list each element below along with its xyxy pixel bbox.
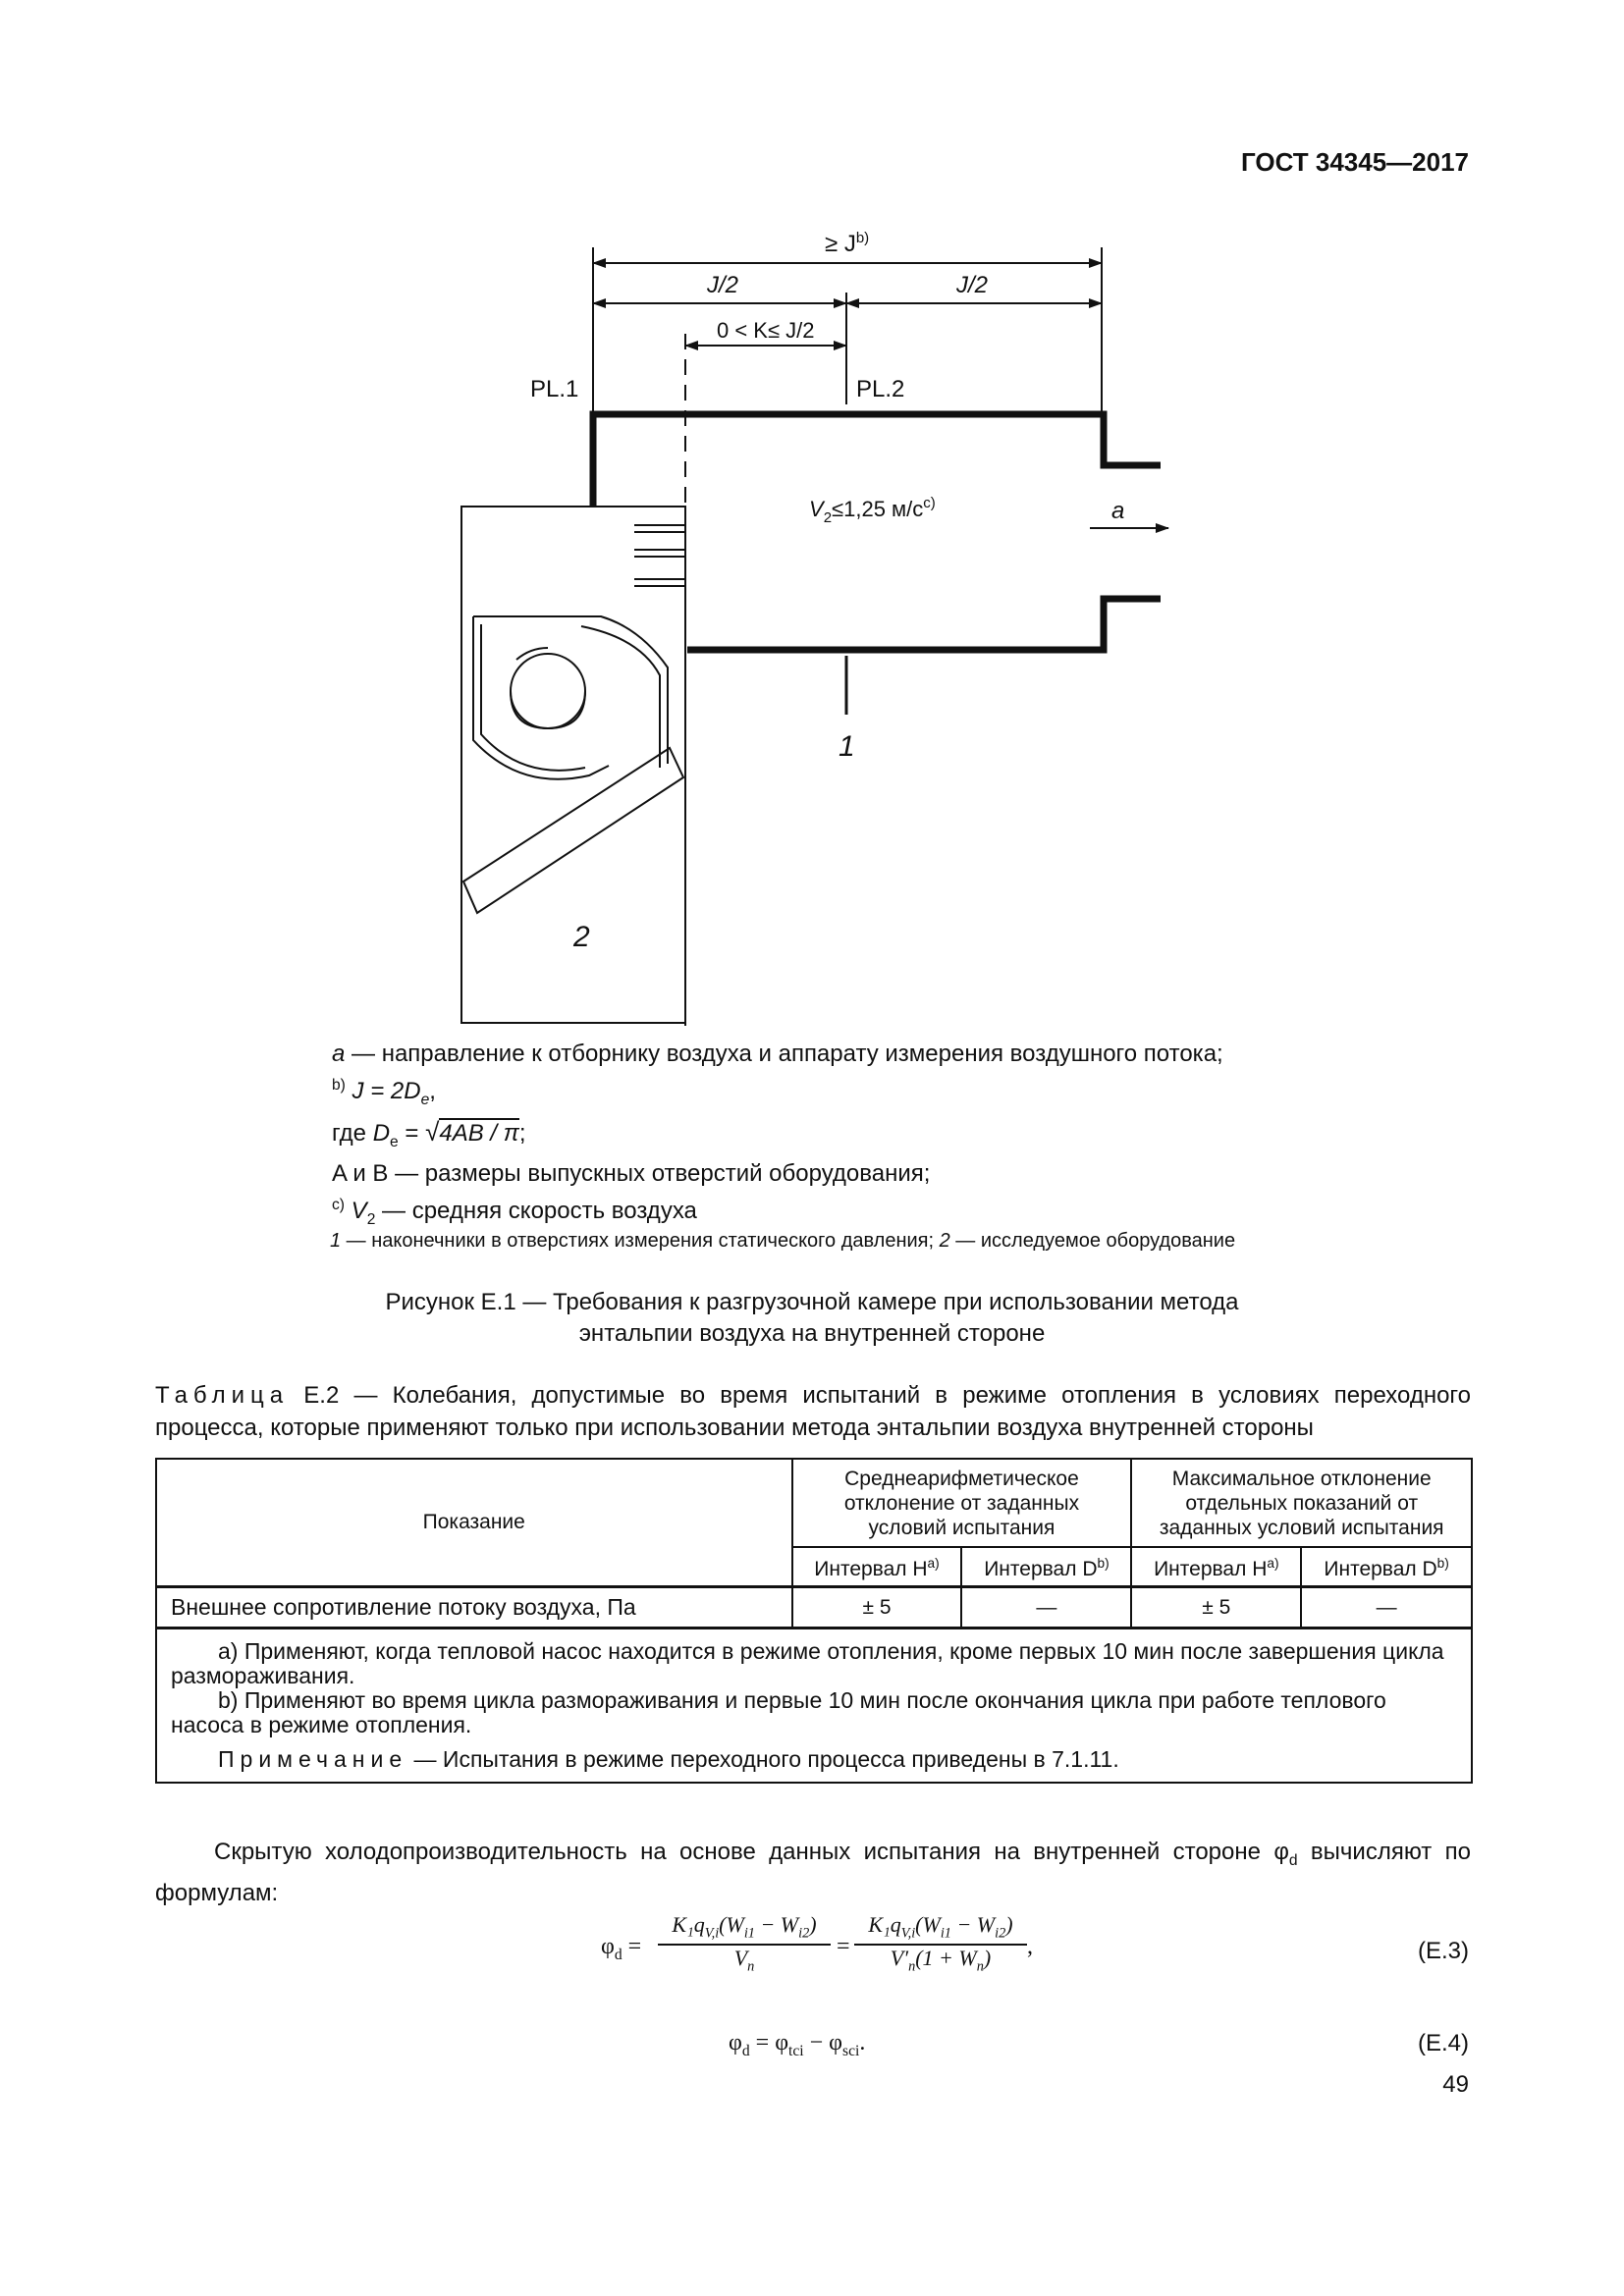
- dim-k-label: 0 < K≤ J/2: [717, 318, 815, 343]
- legend-b: $^{b)}$ $J = 2D_e$,: [332, 1077, 436, 1108]
- dim-half-right-label: J/2: [956, 272, 989, 298]
- col-mean-header: Среднеарифметическое отклонение от заданных условий испытания: [792, 1459, 1132, 1547]
- row-value: —: [961, 1586, 1131, 1628]
- table-title: Таблица Е.2 — Колебания, допустимые во время испытаний в режиме отопления в условиях переходного процесса, которые применяют только при использовании метода энтальпии воздуха внутренней стороны: [155, 1382, 1471, 1441]
- dim-total-label: ≥ $J^{b)}$: [825, 230, 870, 257]
- figure-caption: [0, 1287, 1624, 1350]
- legend-c: $^{c)}$ $V_2$ — средняя скорость воздуха: [332, 1196, 697, 1228]
- row-value: ± 5: [792, 1586, 962, 1628]
- velocity-label: $V_2\le 1,25$ $м/с^{c)}$: [809, 495, 936, 526]
- discharge-chamber-figure: [0, 0, 1624, 1031]
- callout-2: 2: [573, 921, 590, 953]
- row-label: Внешнее сопротивление потоку воздуха, Па: [156, 1586, 792, 1628]
- col-max-header: Максимальное отклонение отдельных показаний от заданных условий испытания: [1131, 1459, 1472, 1547]
- subcol-mean-h: Интервал $H^{a)}$: [792, 1547, 962, 1586]
- equation-e3-number: (Е.3): [1417, 1938, 1469, 1964]
- tolerance-table: [155, 1458, 1473, 1784]
- row-value: ± 5: [1131, 1586, 1301, 1628]
- subcol-max-h: Интервал $H^{a)}$: [1131, 1547, 1301, 1586]
- equation-e3: $\varphi_d$ = $K_1q_{V,i}(W_{i1} - W_{i2})$ $V_n$ = $K_1q_{V,i}(W_{i1} - W_{i2})$ $V'_n(1 + W_n)$ ,: [601, 1912, 1033, 1975]
- legend-a: a — направление к отборнику воздуха и аппарату измерения воздушного потока;: [332, 1041, 1223, 1067]
- document-header: ГОСТ 34345—2017: [1241, 147, 1469, 177]
- page-number: 49: [1442, 2071, 1469, 2098]
- plane-1-label: PL.1: [530, 376, 579, 402]
- legend-where: где $D_e = √4AB / \pi$;: [332, 1116, 526, 1150]
- airflow-label: a: [1111, 498, 1125, 524]
- plane-2-label: PL.2: [856, 376, 905, 402]
- body-paragraph: Скрытую холодопроизводительность на основе данных испытания на внутренней стороне $\varphi_d$ вычисляют по формулам:: [155, 1839, 1471, 1906]
- subcol-max-d: Интервал $D^{b)}$: [1301, 1547, 1472, 1586]
- table-footnotes: [156, 1628, 1472, 1783]
- row-value: —: [1301, 1586, 1472, 1628]
- caption-line-1: Рисунок Е.1 — Требования к разгрузочной камере при использовании метода: [385, 1289, 1239, 1315]
- footnote-a: a) Применяют, когда тепловой насос находится в режиме отопления, кроме первых 10 мин после завершения цикла размораживания.: [171, 1637, 1444, 1688]
- footnote-b: b) Применяют во время цикла размораживания и первые 10 мин после окончания цикла при работе теплового насоса в режиме отопления.: [171, 1686, 1386, 1737]
- col-reading-header: Показание: [156, 1459, 792, 1586]
- legend-ab: A и B — размеры выпускных отверстий оборудования;: [332, 1159, 931, 1187]
- table-note: Примечание — Испытания в режиме переходного процесса приведены в 7.1.11.: [218, 1745, 1119, 1772]
- figure-key: 1 — наконечники в отверстиях измерения статического давления; 2 — исследуемое оборудование: [330, 1230, 1236, 1252]
- equation-e4: $\varphi_d = \varphi_{tci} - \varphi_{sci}$.: [729, 2030, 866, 2059]
- subcol-mean-d: Интервал $D^{b)}$: [961, 1547, 1131, 1586]
- dim-half-left-label: J/2: [707, 272, 739, 298]
- caption-line-2: энтальпии воздуха на внутренней стороне: [578, 1320, 1046, 1347]
- callout-1: 1: [839, 730, 855, 763]
- figure-legend: [332, 1039, 1223, 1235]
- equation-e4-number: (Е.4): [1417, 2030, 1469, 2056]
